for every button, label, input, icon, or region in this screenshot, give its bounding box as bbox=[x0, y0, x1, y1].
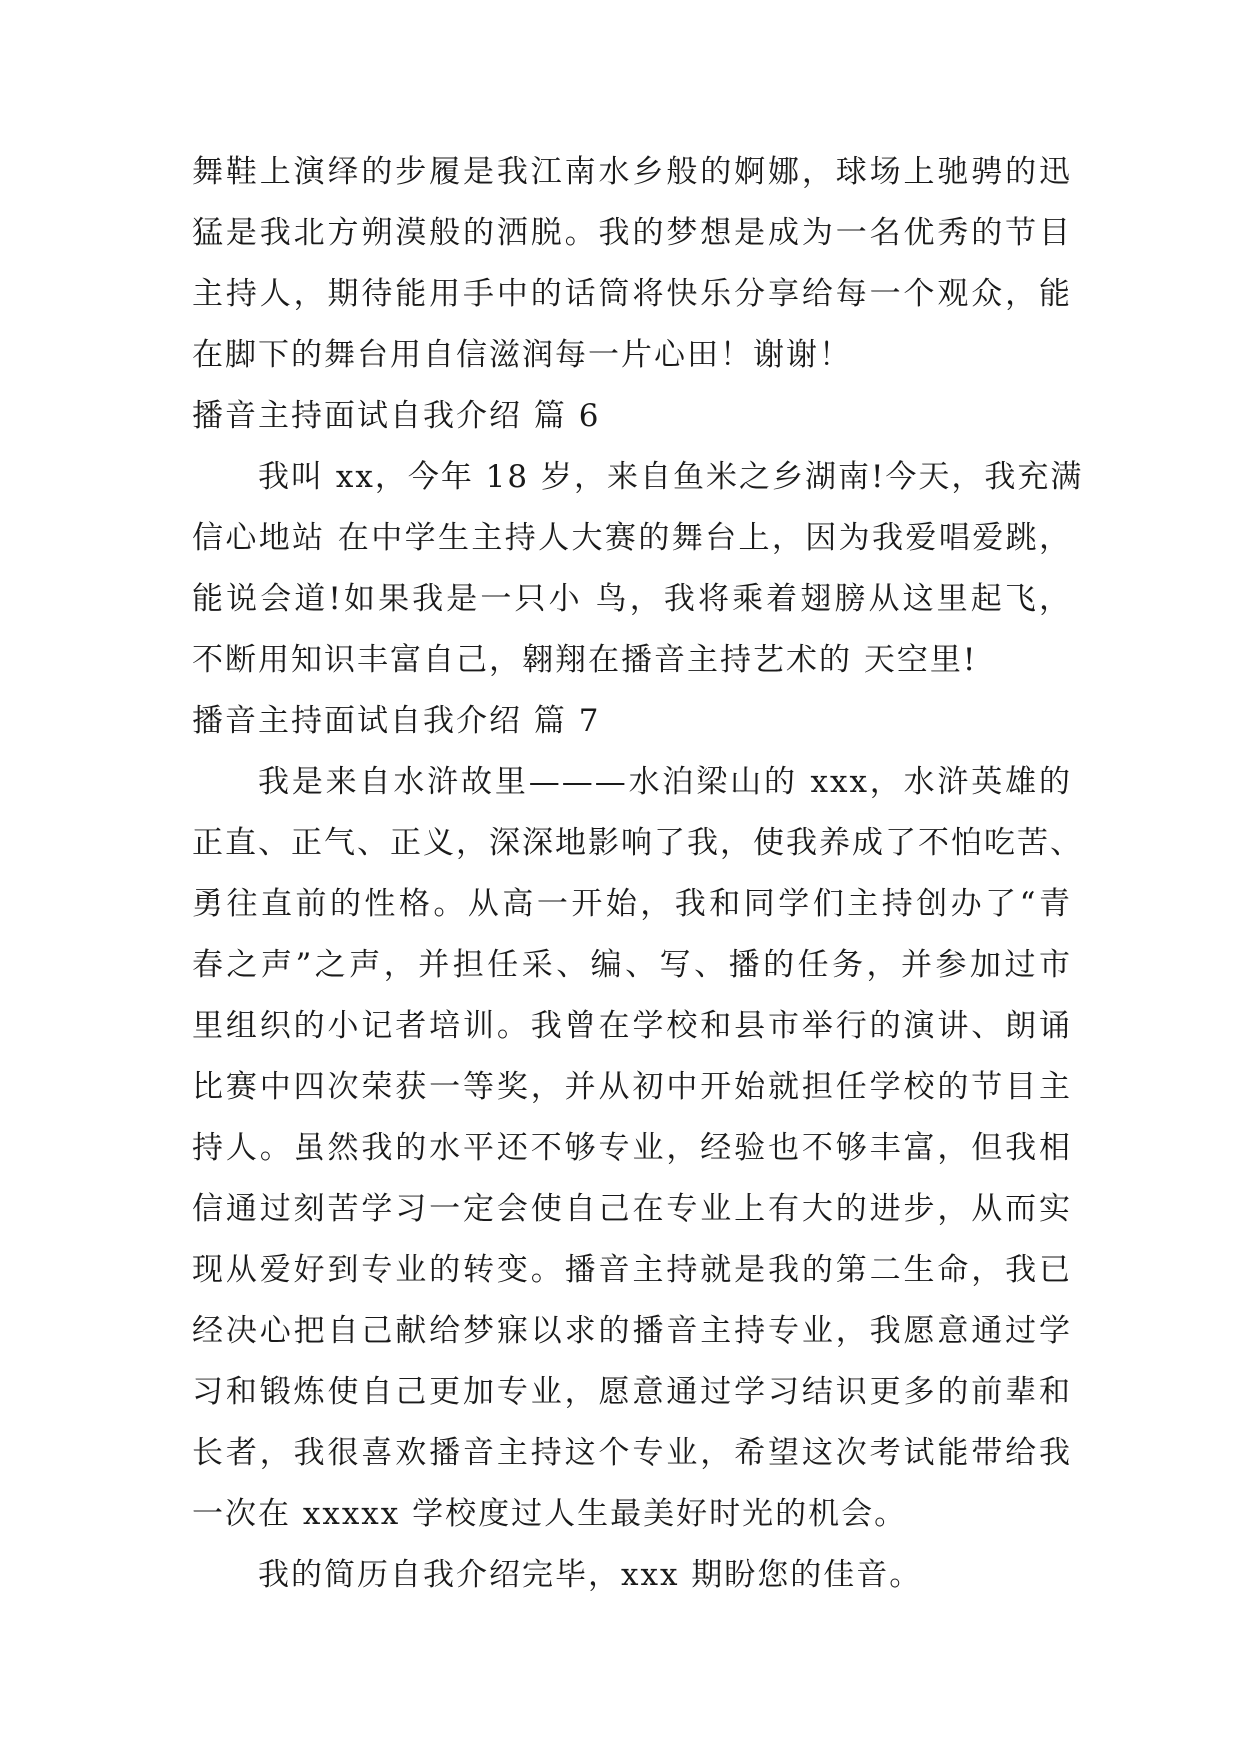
paragraph-line: 勇往直前的性格。从高一开始，我和同学们主持创办了“青 bbox=[192, 886, 1072, 922]
paragraph-line: 持人。虽然我的水平还不够专业，经验也不够丰富，但我相 bbox=[192, 1130, 1072, 1166]
paragraph-line: 信心地站 在中学生主持人大赛的舞台上，因为我爱唱爱跳， bbox=[192, 520, 1072, 556]
section-heading: 播音主持面试自我介绍 篇 7 bbox=[192, 703, 601, 739]
paragraph-line: 我叫 xx，今年 18 岁，来自鱼米之乡湖南!今天，我充满 bbox=[258, 459, 1084, 495]
paragraph-line: 春之声”之声，并担任采、编、写、播的任务，并参加过市 bbox=[192, 947, 1072, 983]
paragraph-line: 习和锻炼使自己更加专业，愿意通过学习结识更多的前辈和 bbox=[192, 1374, 1072, 1410]
paragraph-line: 不断用知识丰富自己，翱翔在播音主持艺术的 天空里! bbox=[192, 642, 978, 678]
paragraph-line: 正直、正气、正义，深深地影响了我，使我养成了不怕吃苦、 bbox=[192, 825, 1083, 861]
paragraph-line: 比赛中四次荣获一等奖，并从初中开始就担任学校的节目主 bbox=[192, 1069, 1072, 1105]
paragraph-line: 一次在 xxxxx 学校度过人生最美好时光的机会。 bbox=[192, 1496, 908, 1532]
closing-line: 我的简历自我介绍完毕，xxx 期盼您的佳音。 bbox=[258, 1557, 923, 1593]
paragraph-line: 主持人，期待能用手中的话筒将快乐分享给每一个观众，能 bbox=[192, 276, 1072, 312]
paragraph-line: 在脚下的舞台用自信滋润每一片心田！谢谢！ bbox=[192, 337, 852, 373]
paragraph-line: 现从爱好到专业的转变。播音主持就是我的第二生命，我已 bbox=[192, 1252, 1072, 1288]
paragraph-line: 经决心把自己献给梦寐以求的播音主持专业，我愿意通过学 bbox=[192, 1313, 1072, 1349]
paragraph-line: 我是来自水浒故里———水泊梁山的 xxx，水浒英雄的 bbox=[258, 764, 1072, 800]
paragraph-line: 舞鞋上演绎的步履是我江南水乡般的婀娜，球场上驰骋的迅 bbox=[192, 154, 1072, 190]
paragraph-line: 猛是我北方朔漠般的洒脱。我的梦想是成为一名优秀的节目 bbox=[192, 215, 1072, 251]
paragraph-line: 里组织的小记者培训。我曾在学校和县市举行的演讲、朗诵 bbox=[192, 1008, 1072, 1044]
paragraph-line: 能说会道!如果我是一只小 鸟，我将乘着翅膀从这里起飞， bbox=[192, 581, 1072, 617]
section-heading: 播音主持面试自我介绍 篇 6 bbox=[192, 398, 601, 434]
paragraph-line: 长者，我很喜欢播音主持这个专业，希望这次考试能带给我 bbox=[192, 1435, 1072, 1471]
paragraph-line: 信通过刻苦学习一定会使自己在专业上有大的进步，从而实 bbox=[192, 1191, 1072, 1227]
